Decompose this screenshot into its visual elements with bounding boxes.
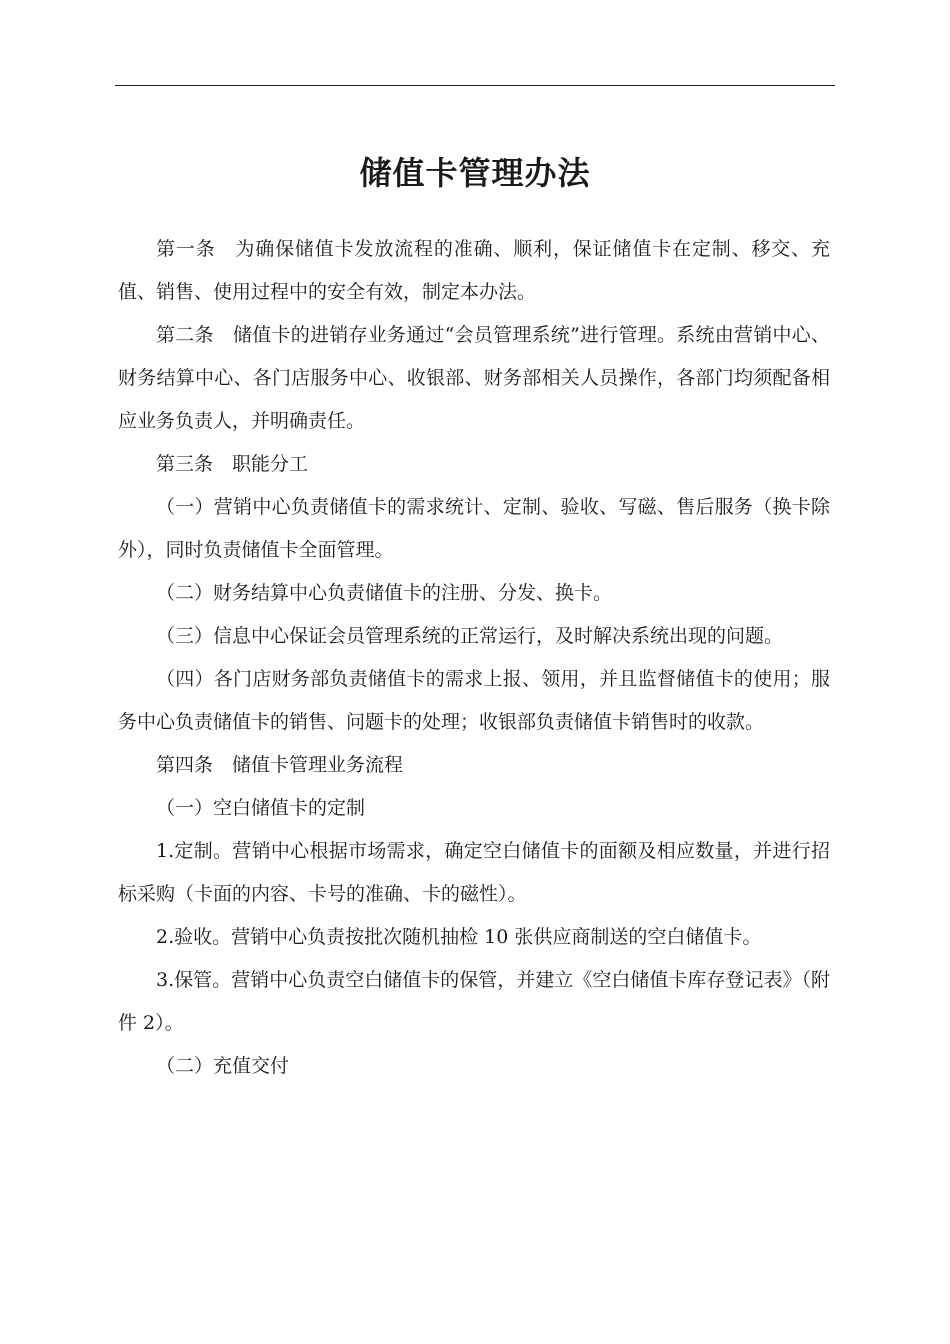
- paragraph-article-4-heading: 第四条 储值卡管理业务流程: [156, 754, 404, 776]
- paragraph-article-3-heading: 第三条 职能分工: [156, 453, 309, 475]
- paragraph-duty-4: （四）各门店财务部负责储值卡的需求上报、领用，并且监督储值卡的使用；服务中心负责储值卡的销售、问题卡的处理；收银部负责储值卡销售时的收款。: [118, 668, 830, 733]
- paragraph-section-1-heading: （一）空白储值卡的定制: [156, 797, 366, 819]
- paragraph-article-2: 第二条 储值卡的进销存业务通过“会员管理系统”进行管理。系统由营销中心、财务结算中心、各门店服务中心、收银部、财务部相关人员操作，各部门均须配备相应业务负责人，并明确责任。: [118, 324, 830, 432]
- paragraph-duty-1: （一）营销中心负责储值卡的需求统计、定制、验收、写磁、售后服务（换卡除外），同时负责储值卡全面管理。: [118, 496, 830, 561]
- paragraph-duty-2: （二）财务结算中心负责储值卡的注册、分发、换卡。: [156, 582, 613, 604]
- document-title: 储值卡管理办法: [359, 154, 591, 192]
- paragraph-duty-3: （三）信息中心保证会员管理系统的正常运行，及时解决系统出现的问题。: [156, 625, 784, 647]
- paragraph-item-1: 1.定制。营销中心根据市场需求，确定空白储值卡的面额及相应数量，并进行招标采购（卡面的内容、卡号的准确、卡的磁性）。: [118, 840, 830, 905]
- paragraph-section-2-heading: （二）充值交付: [156, 1055, 290, 1077]
- header-rule: [115, 85, 835, 86]
- paragraph-item-2: 2.验收。营销中心负责按批次随机抽检 10 张供应商制送的空白储值卡。: [156, 926, 762, 948]
- paragraph-article-1: 第一条 为确保储值卡发放流程的准确、顺利，保证储值卡在定制、移交、充值、销售、使用过程中的安全有效，制定本办法。: [118, 238, 830, 303]
- paragraph-item-3: 3.保管。营销中心负责空白储值卡的保管，并建立《空白储值卡库存登记表》（附件 2）。: [118, 969, 830, 1034]
- document-body: [118, 228, 830, 1088]
